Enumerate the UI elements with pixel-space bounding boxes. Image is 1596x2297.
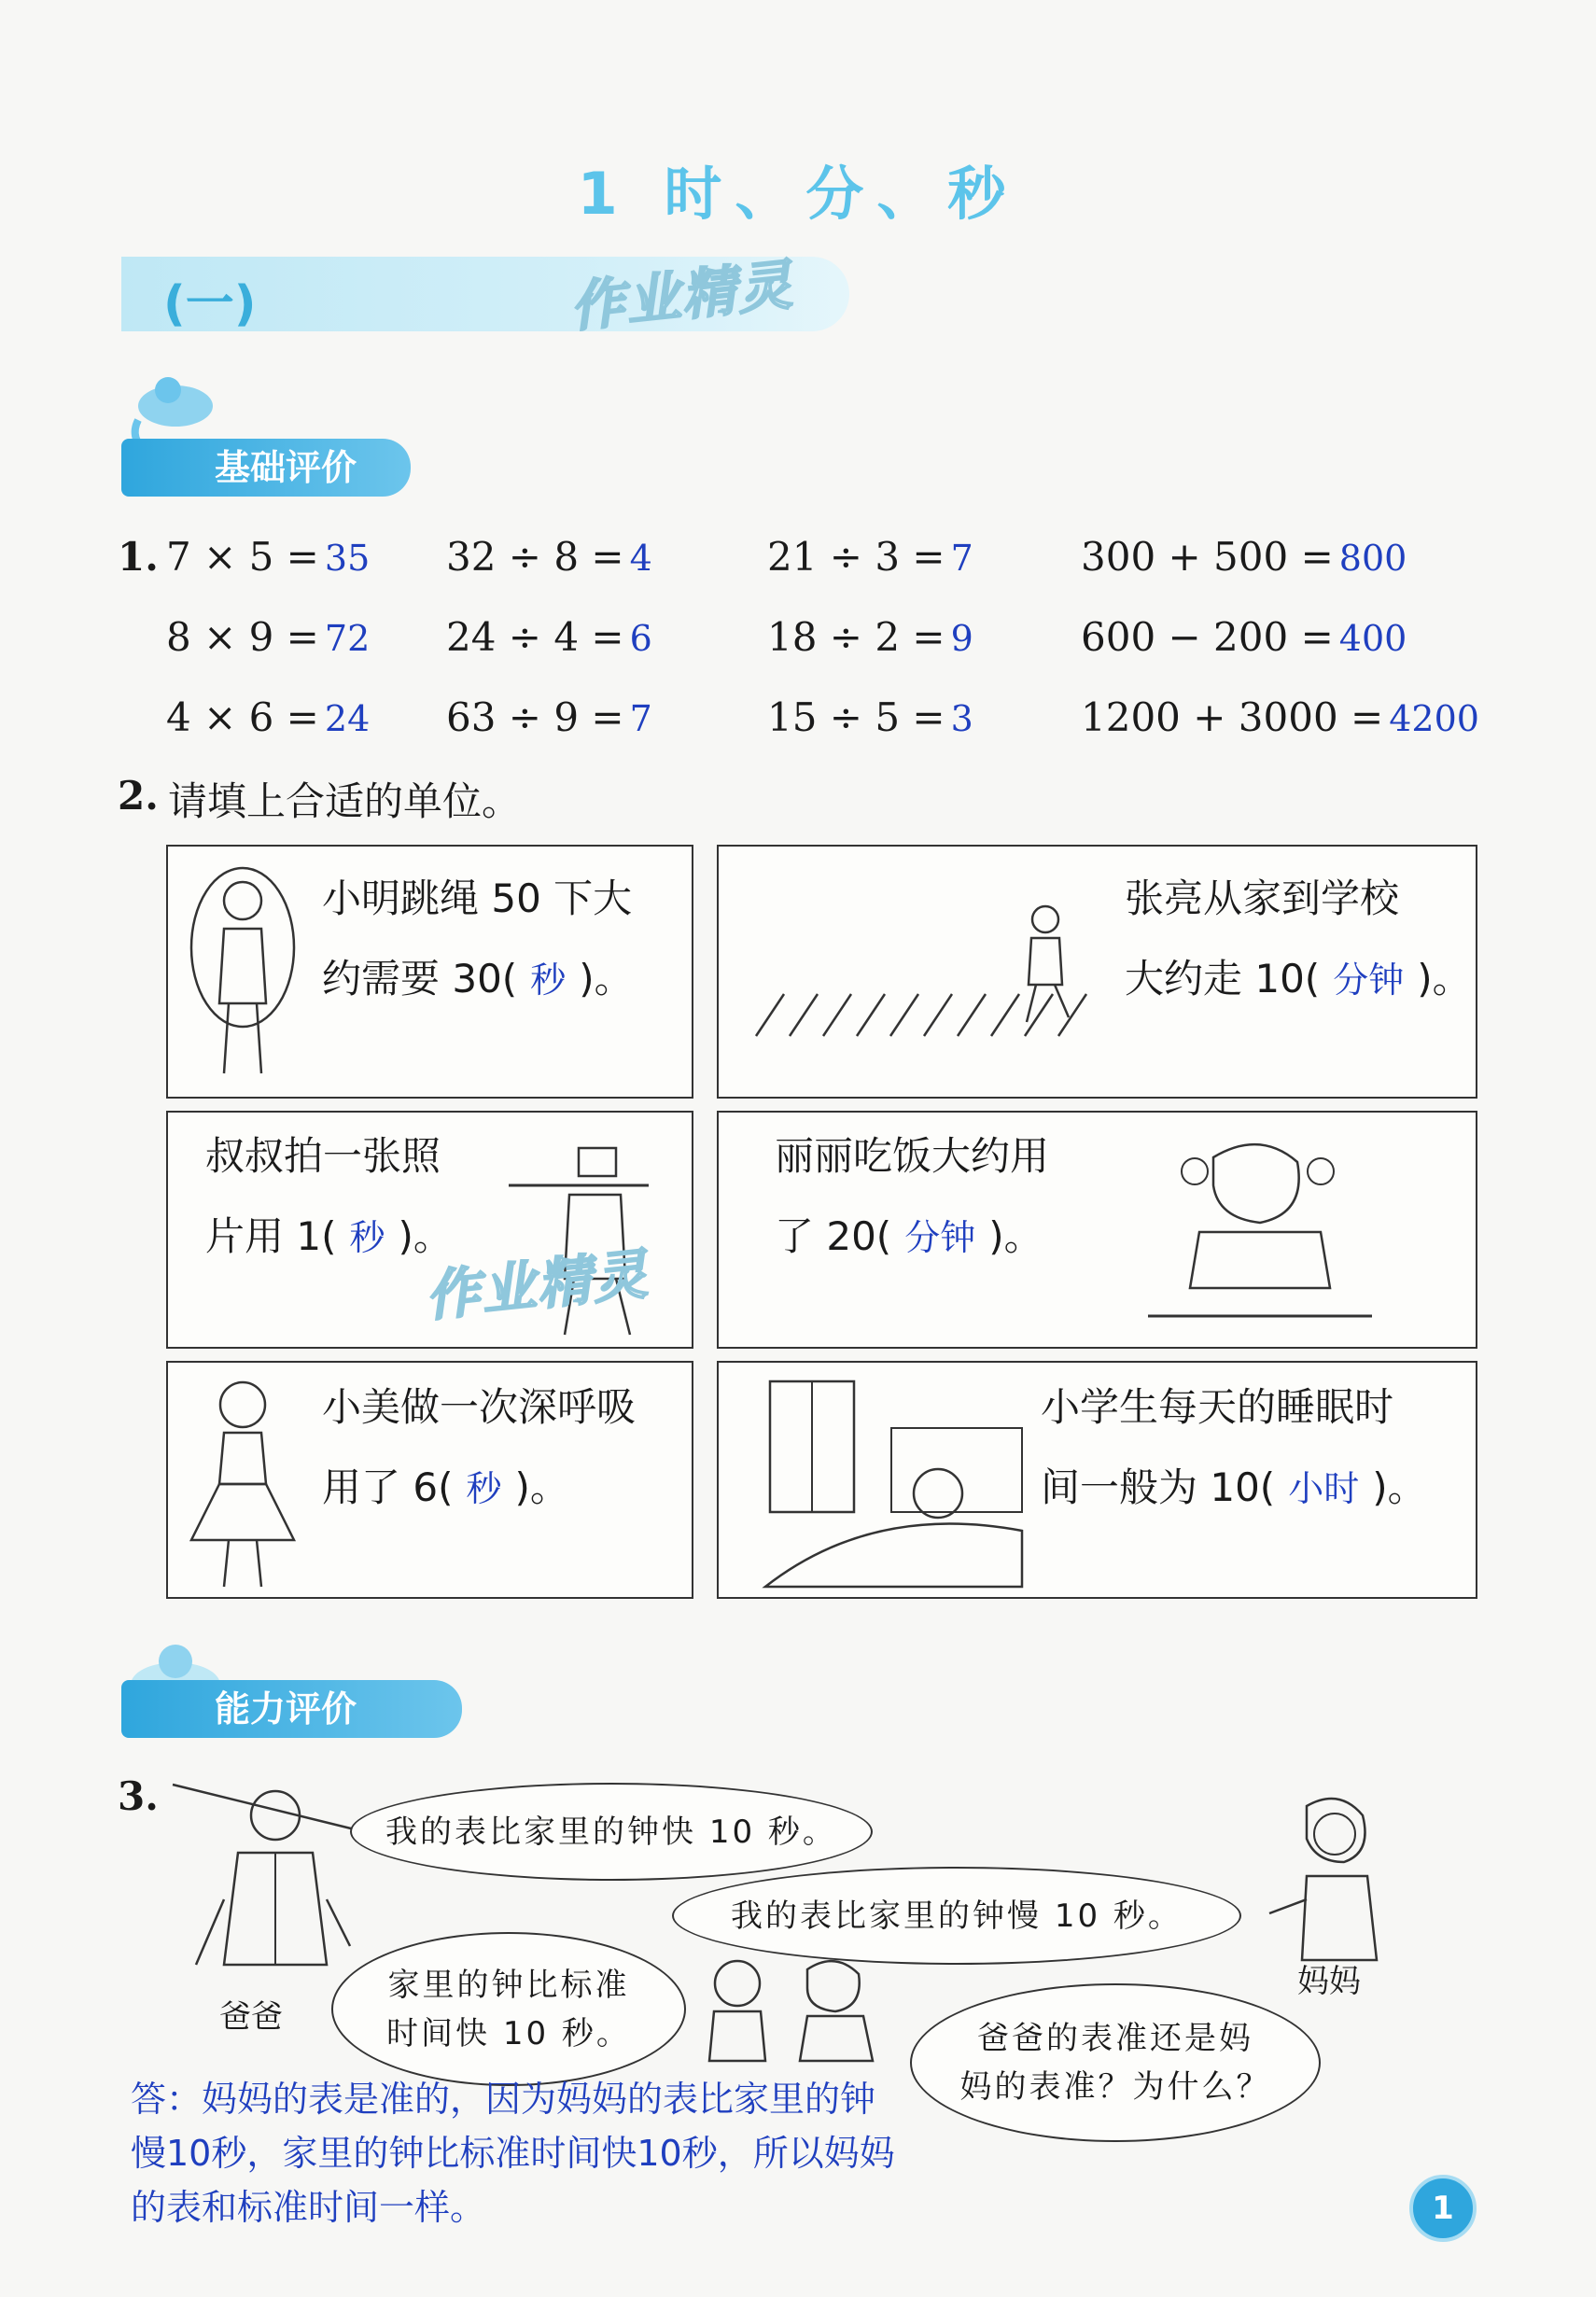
q2-box-answer: 小时 [1288, 1468, 1360, 1509]
q1-answer: 800 [1338, 538, 1407, 579]
dad-label: 爸爸 [219, 1998, 283, 2036]
q2-box-line2 [322, 939, 634, 1020]
q1-expression: 21 ÷ 3 = [767, 534, 945, 580]
q2-illustration [182, 863, 303, 1087]
q1-expression: 8 × 9 = [166, 614, 319, 660]
question-bubble-line2: 妈的表准？为什么？ [959, 2068, 1271, 2106]
q1-answer: 6 [629, 618, 652, 659]
q1-equation [166, 614, 370, 660]
q2-box-prefix: 大约走 10( [1125, 956, 1321, 1001]
q2-box-prefix: 片用 1( [205, 1213, 337, 1259]
q1-answer: 3 [950, 698, 973, 739]
kids-figure [695, 1951, 910, 2063]
q2-box-line1: 丽丽吃饭大约用 [775, 1133, 1050, 1179]
q3-answer-line2: 慢10秒，家里的钟比标准时间快10秒，所以妈妈 [131, 2133, 895, 2174]
q1-equation [1081, 534, 1407, 580]
q2-box-answer: 分钟 [904, 1217, 976, 1258]
q1-expression: 7 × 5 = [166, 534, 319, 580]
q1-equation [767, 614, 973, 660]
q3-answer-line1: 答：妈妈的表是准的，因为妈妈的表比家里的钟 [131, 2079, 876, 2120]
q2-box-prefix: 用了 6( [322, 1464, 454, 1510]
q2-box-suffix: )。 [398, 1213, 453, 1259]
q1-equation [1081, 614, 1407, 660]
q2-box-line2 [322, 1448, 569, 1529]
q2-box-prefix: 约需要 30( [322, 956, 518, 1001]
q2-number: 2. [118, 773, 159, 819]
q3-answer [131, 2072, 952, 2234]
q2-box-answer: 秒 [349, 1217, 385, 1258]
q1-expression: 18 ÷ 2 = [767, 614, 945, 660]
q2-box-line2 [775, 1197, 1043, 1278]
page-title: 1 时、分、秒 [577, 160, 1019, 228]
q2-box-answer: 秒 [530, 959, 567, 1001]
q2-box-line1: 张亮从家到学校 [1125, 875, 1400, 921]
q2-box-line2 [1125, 939, 1472, 1020]
q3-answer-line3: 的表和标准时间一样。 [131, 2187, 486, 2228]
q2-box-suffix: )。 [1372, 1464, 1427, 1510]
q1-equation [1081, 694, 1479, 740]
q2-box-suffix: )。 [988, 1213, 1043, 1259]
q1-expression: 24 ÷ 4 = [446, 614, 624, 660]
q1-answer: 7 [629, 698, 652, 739]
q1-equation [767, 694, 973, 740]
mom-label: 妈妈 [1297, 1963, 1361, 2000]
q1-answer: 7 [950, 538, 973, 579]
watermark-overlay: 作业精灵 [422, 1241, 652, 1329]
q1-answer: 9 [950, 618, 973, 659]
q1-number: 1. [118, 534, 159, 580]
clock-bubble-line1: 家里的钟比标准 [387, 1966, 630, 2004]
q1-equation [166, 694, 370, 740]
q1-answer: 4200 [1389, 698, 1479, 739]
watermark: 作业精灵 [567, 252, 797, 340]
q2-box-line2 [1041, 1448, 1427, 1529]
mom-bubble: 我的表比家里的钟慢 10 秒。 [672, 1867, 1241, 1965]
question-bubble-line1: 爸爸的表准还是妈 [977, 2020, 1253, 2057]
q1-answer: 72 [324, 618, 371, 659]
q1-answer: 4 [629, 538, 652, 579]
q2-box-line1: 小明跳绳 50 下大 [322, 875, 633, 921]
q3-number: 3. [118, 1773, 159, 1819]
q2-prompt: 请填上合适的单位。 [168, 778, 522, 824]
q1-equation [446, 614, 652, 660]
q2-box-suffix: )。 [514, 1464, 569, 1510]
q2-illustration [747, 896, 1120, 1055]
q2-box-suffix: )。 [1417, 956, 1472, 1001]
question-bubble [910, 1983, 1321, 2142]
q2-box-line1: 小学生每天的睡眠时 [1041, 1384, 1394, 1430]
q1-equation [446, 694, 652, 740]
q2-illustration [761, 1372, 1031, 1591]
q2-box-answer: 秒 [466, 1468, 502, 1509]
mom-figure [1251, 1787, 1391, 1965]
q1-answer: 35 [324, 538, 371, 579]
q1-expression: 63 ÷ 9 = [446, 694, 624, 740]
section-label: (一) [163, 276, 257, 332]
basic-eval-tag: 基础评价 [121, 439, 411, 497]
q1-expression: 4 × 6 = [166, 694, 319, 740]
q1-expression: 32 ÷ 8 = [446, 534, 624, 580]
page-number: 1 [1409, 2175, 1477, 2242]
clock-bubble [331, 1932, 686, 2086]
q2-box-line2 [205, 1197, 453, 1278]
q1-answer: 24 [324, 698, 371, 739]
q2-illustration [177, 1372, 317, 1591]
q1-expression: 600 − 200 = [1081, 614, 1334, 660]
q2-box-prefix: 了 20( [775, 1213, 892, 1259]
q1-expression: 300 + 500 = [1081, 534, 1334, 580]
q1-answer: 400 [1338, 618, 1407, 659]
q1-equation [446, 534, 652, 580]
q1-equation [767, 534, 973, 580]
q2-box-line1: 小美做一次深呼吸 [322, 1384, 637, 1430]
q1-expression: 15 ÷ 5 = [767, 694, 945, 740]
clock-bubble-line2: 时间快 10 秒。 [386, 2014, 631, 2052]
q1-expression: 1200 + 3000 = [1081, 694, 1384, 740]
q1-equation [166, 534, 370, 580]
q2-box-prefix: 间一般为 10( [1041, 1464, 1276, 1510]
ability-eval-tag: 能力评价 [121, 1680, 462, 1738]
q2-box-suffix: )。 [579, 956, 634, 1001]
q2-box-answer: 分钟 [1333, 959, 1405, 1001]
q2-box-line1: 叔叔拍一张照 [205, 1133, 441, 1179]
q2-illustration [1148, 1129, 1381, 1330]
dad-bubble: 我的表比家里的钟快 10 秒。 [350, 1783, 873, 1881]
